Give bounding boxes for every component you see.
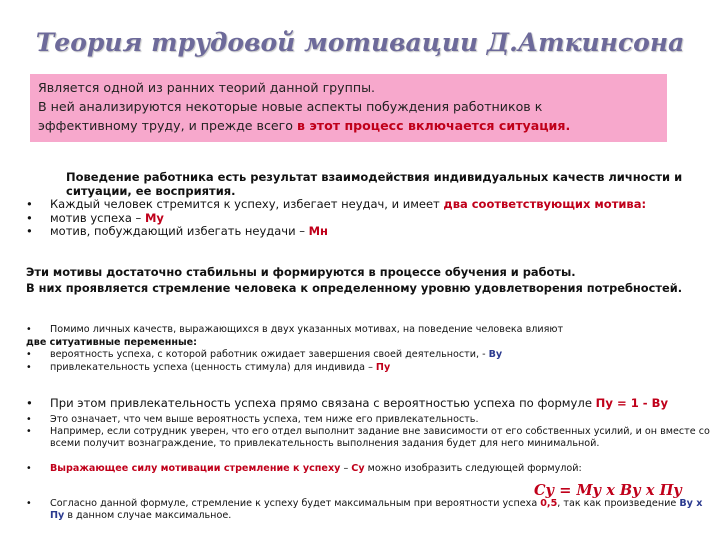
situational-heading: две ситуативные переменные: — [26, 336, 198, 348]
list-item: • Например, если сотрудник уверен, что его отдел выполнит задание вне зависимости от его собственных усилий, и он вместе со всеми получит вознаграждение, то привлекательность выполнения задания будет для него минимальной. — [26, 426, 710, 449]
behavior-section — [26, 171, 696, 239]
bullet-icon: • — [26, 224, 33, 239]
highlight-text: в этот процесс включается ситуация. — [296, 118, 571, 133]
intro-box — [30, 74, 667, 142]
bullet-icon: • — [26, 414, 32, 425]
bullet-icon: • — [26, 498, 32, 509]
list-item: • мотив, побуждающий избегать неудачи – Мн — [26, 224, 328, 239]
stable-motives-section — [26, 264, 706, 296]
behavior-heading: Поведение работника есть результат взаимодействия индивидуальных качеств личности и ситуации, ее восприятия. — [66, 170, 683, 198]
list-item: • При этом привлекательность успеха прямо связана с вероятностью успеха по формуле Пу = 1 - Ву — [26, 396, 669, 410]
situational-section — [26, 324, 706, 374]
strength-section — [26, 463, 716, 475]
list-item: • мотив успеха – Му — [26, 210, 164, 225]
bullet-icon: • — [26, 197, 33, 212]
attractiveness-section — [26, 397, 716, 450]
bullet-icon: • — [26, 361, 32, 373]
intro-line: эффективному труду, и прежде всего в этот процесс включается ситуация. — [38, 118, 571, 133]
bullet-icon: • — [26, 210, 33, 225]
list-item: • привлекательность успеха (ценность стимула) для индивида – Пу — [26, 361, 391, 373]
list-item: • Это означает, что чем выше вероятность успеха, тем ниже его привлекательность. — [26, 414, 479, 425]
slide-title: Теория трудовой мотивации Д.Аткинсона — [35, 28, 685, 57]
list-item: • Помимо личных качеств, выражающихся в двух указанных мотивах, на поведение человека влияют — [26, 324, 564, 335]
bullet-icon: • — [26, 324, 32, 335]
list-item: • вероятность успеха, с которой работник ожидает завершения своей деятельности, - Ву — [26, 349, 503, 360]
bullet-icon: • — [26, 426, 32, 437]
list-item: • Согласно данной формуле, стремление к успеху будет максимальным при вероятности успеха 0,5, так как произведение Ву х Пу в данном случае максимальное. — [26, 498, 703, 521]
motivation-formula: Су = Му х Ву х Пу — [534, 482, 682, 499]
list-item: • Каждый человек стремится к успеху, избегает неудач, и имеет два соответствующих мотива: — [26, 197, 647, 212]
list-item: • Выражающее силу мотивации стремление к успеху – Су можно изобразить следующей формулой: — [26, 463, 582, 474]
conclusion-section — [26, 498, 716, 522]
paragraph: В них проявляется стремление человека к определенному уровню удовлетворения потребностей. — [26, 281, 683, 295]
bullet-icon: • — [26, 349, 32, 360]
bullet-icon: • — [26, 463, 32, 474]
bullet-icon: • — [26, 396, 33, 410]
intro-line: В ней анализируются некоторые новые аспекты побуждения работников к — [38, 99, 543, 114]
paragraph: Эти мотивы достаточно стабильны и формируются в процессе обучения и работы. — [26, 265, 576, 279]
intro-line: Является одной из ранних теорий данной группы. — [38, 80, 376, 95]
